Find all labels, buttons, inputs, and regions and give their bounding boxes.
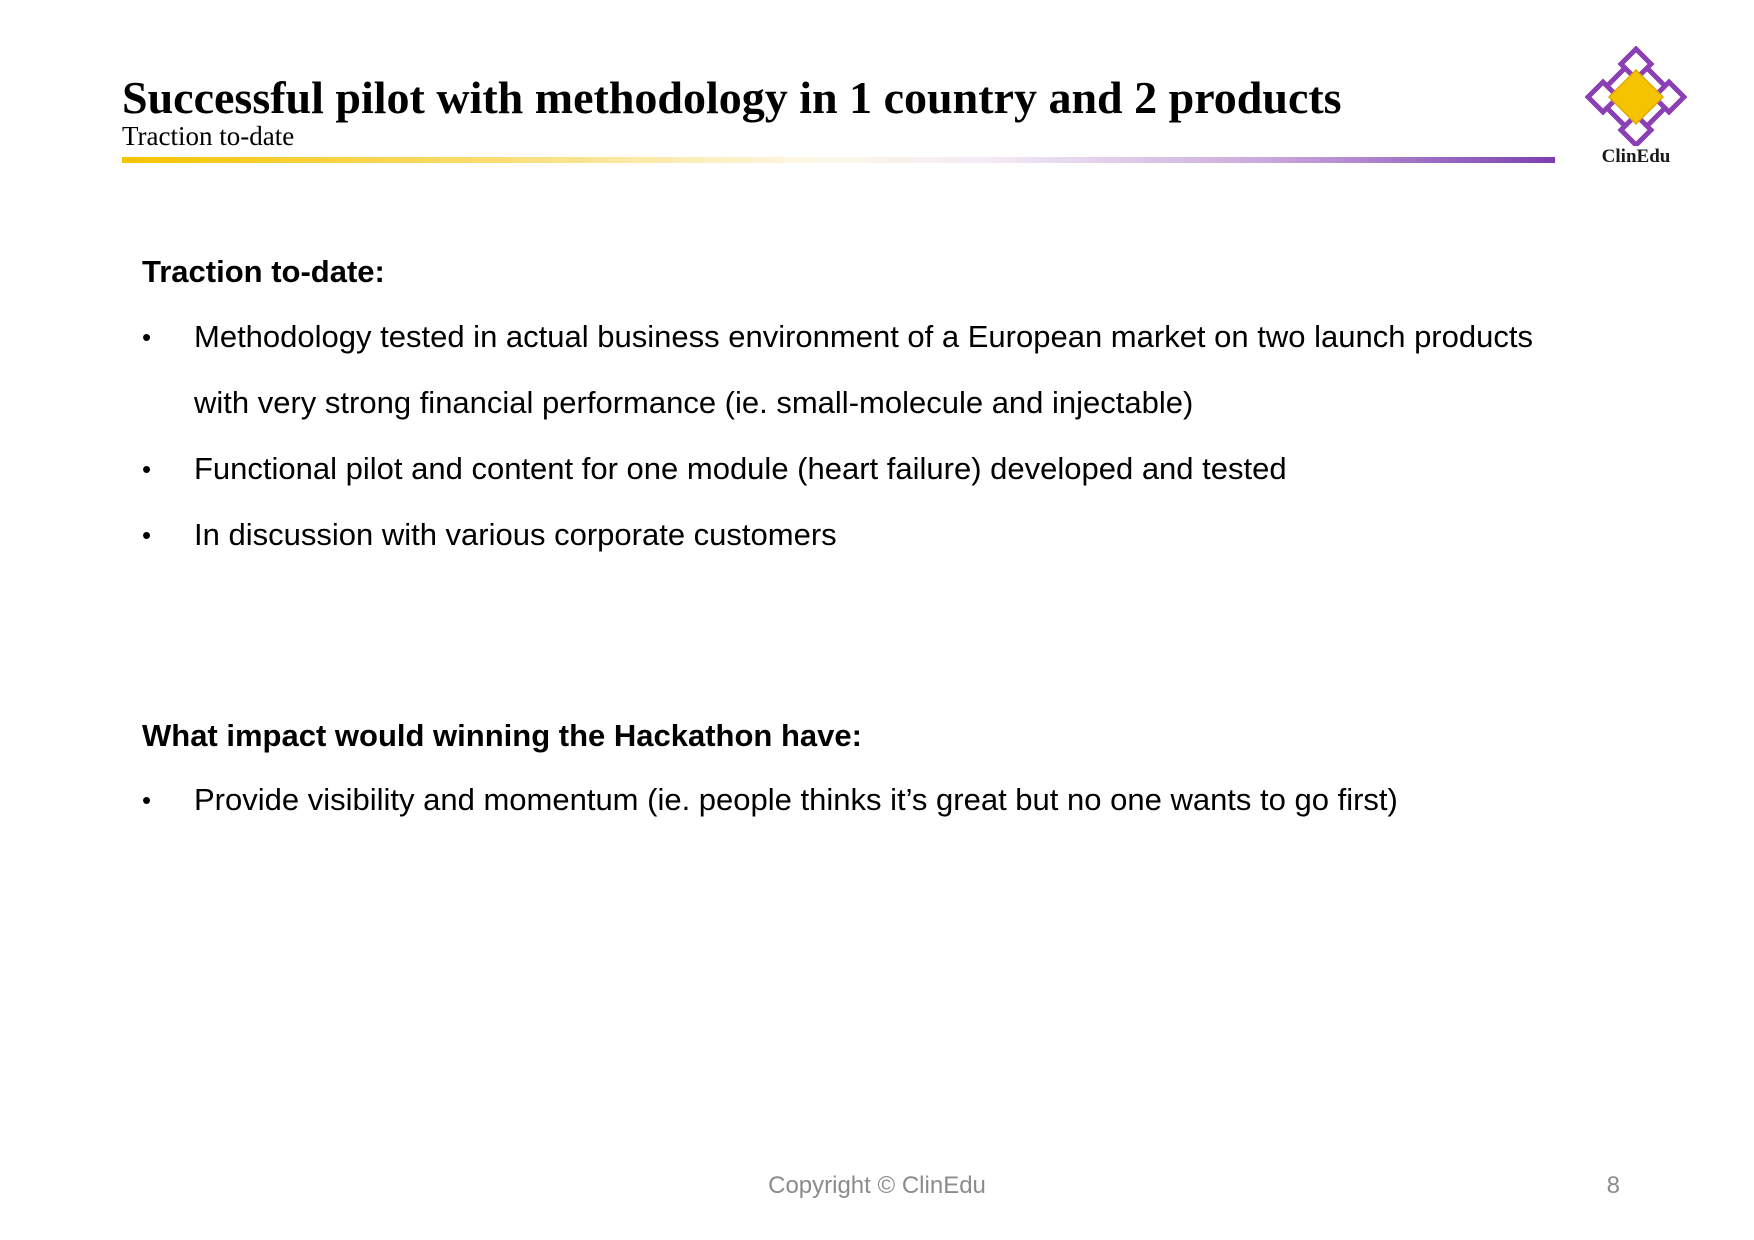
list-item xyxy=(142,304,1562,436)
list-item xyxy=(142,767,1562,833)
bullet-icon: • xyxy=(142,322,152,352)
page-number: 8 xyxy=(1606,1172,1620,1199)
list-item xyxy=(142,502,1562,568)
bullet-text: Functional pilot and content for one module (heart failure) developed and tested xyxy=(194,451,1287,486)
clinedu-diamond-logo-icon xyxy=(1585,46,1687,146)
slide-subtitle: Traction to-date xyxy=(122,121,295,151)
bullet-icon: • xyxy=(142,520,152,550)
bullet-text: Provide visibility and momentum (ie. people thinks it’s great but no one wants to go first) xyxy=(194,782,1398,817)
list-item xyxy=(142,436,1562,502)
logo-wordmark: ClinEdu xyxy=(1601,146,1671,167)
clinedu-logo xyxy=(1580,46,1692,170)
traction-bullet-list xyxy=(142,304,1562,568)
bullet-text: In discussion with various corporate customers xyxy=(194,517,837,552)
slide-title: Successful pilot with methodology in 1 country and 2 products xyxy=(122,72,1342,123)
bullet-icon: • xyxy=(142,454,152,484)
bullet-icon: • xyxy=(142,785,152,815)
bullet-text: Methodology tested in actual business environment of a European market on two launch products with very strong financial performance (ie. small-molecule and injectable) xyxy=(194,319,1533,420)
hackathon-impact-bullet-list xyxy=(142,767,1562,833)
section-heading-hackathon-impact: What impact would winning the Hackathon have: xyxy=(142,718,862,753)
footer-copyright: Copyright © ClinEdu xyxy=(768,1172,986,1199)
title-underline-divider xyxy=(122,157,1555,163)
section-heading-traction: Traction to-date: xyxy=(142,254,385,289)
